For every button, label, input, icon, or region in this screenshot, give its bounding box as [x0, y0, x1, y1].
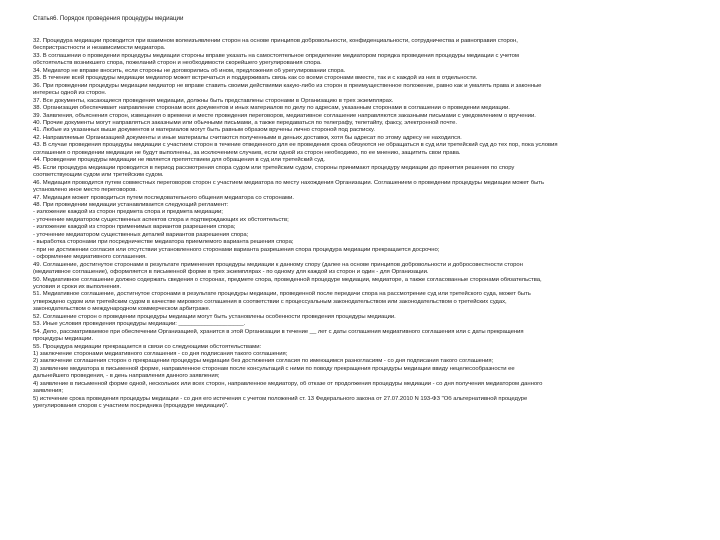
- text-line: урегулирования споров с участием посредника (процедуре медиации)".: [33, 403, 229, 410]
- text-line: 54. Дело, рассматриваемое при обеспечении Организацией, хранится в этой Организации в течение __ лет с даты соглашения медиативного соглашения или с даты прекращения: [33, 328, 524, 335]
- text-line: 44. Проведение процедуры медиации не является препятствием для обращения в суд или третейский суд.: [33, 157, 326, 164]
- text-line: 45. Если процедура медиации проводится в период рассмотрения спора судом или третейским судом, стороны принимают процедуру медиации до принятия решения по спору: [33, 164, 515, 171]
- text-line: утверждено судом или третейским судом в качестве мирового соглашения в соответствии с процессуальным законодательством или законодательством о третейских судах,: [33, 298, 507, 305]
- text-line: - при не достижении согласия или отсутствии установленного сторонами варианта разрешения спора процедура медиации прекращается досрочно;: [33, 246, 440, 253]
- text-line: 36. При проведении процедуры медиации медиатор не вправе ставить своими действиями какую-либо из сторон в преимущественное положение, равно как и умалять права и законные: [33, 82, 542, 89]
- article-body: [33, 38, 690, 411]
- text-line: условия и сроки их выполнения.: [33, 283, 122, 290]
- text-line: 32. Процедура медиации проводится при взаимном волеизъявлении сторон на основе принципов добровольности, конфиденциальности, сотрудничества и равноправия сторон,: [33, 38, 518, 44]
- text-line: заявления;: [33, 388, 64, 395]
- text-line: 55. Процедура медиации прекращается в связи со следующими обстоятельствами:: [33, 343, 262, 350]
- text-line: 35. В течение всей процедуры медиации медиатор может встречаться и поддерживать связь как со всеми сторонами вместе, так и с каждой из них в отдельности.: [33, 75, 478, 82]
- text-line: 50. Медиативное соглашение должно содержать сведения о сторонах, предмете спора, проведенной процедуре медиации, медиаторе, а также согласованные сторонами обязательства,: [33, 276, 542, 283]
- text-line: 40. Прочие документы могут направляться заказными или обычными письмами, а также передаваться по телеграфу, телетайпу, факсу, электронной почте.: [33, 119, 457, 126]
- text-line: 47. Медиация может проводиться путем последовательного общения медиатора со сторонами.: [33, 194, 294, 201]
- text-line: процедуры медиации.: [33, 336, 94, 343]
- text-line: 41. Любые из указанных выше документов и материалов могут быть равным образом вручены лично стороной под расписку.: [33, 127, 375, 134]
- text-line: - оформление медиативного соглашения.: [33, 254, 147, 261]
- text-line: интересы одной из сторон.: [33, 90, 107, 97]
- text-line: 52. Соглашение сторон о проведении процедуры медиации могут быть установлены особенности проведения процедуры медиации.: [33, 313, 396, 320]
- text-line: 49. Соглашение, достигнутое сторонами в результате применения процедуры медиации к данному спору (далее на основе принципов добровольности и добросовестности сторон: [33, 261, 523, 268]
- text-line: 37. Все документы, касающиеся проведения медиации, должны быть представлены сторонами в Организацию в трех экземплярах.: [33, 97, 394, 104]
- text-line: 39. Заявления, объяснения сторон, извещения о времени и месте проведения переговоров, медиативное соглашение направляются заказными письмами с уведомлением о вручении.: [33, 112, 536, 119]
- text-line: 51. Медиативное соглашение, достигнутое сторонами в результате процедуры медиации, проведенной после передачи спора на рассмотрение суд или третейского суда, может быть: [33, 291, 531, 298]
- text-line: 3) заявление медиатора в письменной форме, направленное сторонам после консультаций с ними по поводу прекращения процедуры медиации ввиду нецелесообразности ее: [33, 365, 515, 372]
- text-line: 2) заключение соглашения сторон о прекращении процедуры медиации без достижения согласия по имеющимся разногласиям - со дня подписания такого соглашения;: [33, 358, 494, 365]
- text-line: 1) заключение сторонами медиативного соглашения - со дня подписания такого соглашения;: [33, 351, 288, 358]
- text-line: 38. Организация обеспечивает направление сторонам всех документов и иных материалов по делу по адресам, указанным сторонами в соглашении о проведении медиации.: [33, 105, 510, 112]
- text-line: соответствующим судом или третейским судом.: [33, 172, 164, 179]
- text-line: - изложение каждой из сторон применимых вариантов разрешения спора;: [33, 224, 236, 231]
- article-title: Статья6. Порядок проведения процедуры медиации: [33, 15, 184, 22]
- text-line: 46. Медиация проводится путем совместных переговоров сторон с участием медиатора по месту нахождения Организации. Соглашением о проведении процедуры медиации может быть: [33, 179, 545, 186]
- text-line: 43. В случае проведения процедуры медиации с участием сторон в течение отведенного для ее проведения срока обязуются не обращаться в суд или третейский суд до тех пор, пока условия: [33, 142, 558, 149]
- text-line: - уточнение медиатором существенных аспектов спора и подтверждающих их обстоятельств;: [33, 216, 289, 223]
- text-line: соглашения о проведении медиации не будут выполнены, за исключением случаев, если одной из сторон необходимо, по ее мнению, защитить свои права.: [33, 149, 461, 156]
- text-line: 48. При проведении медиации устанавливается следующий регламент:: [33, 201, 229, 208]
- text-line: 42. Направляемые Организацией документы и иные материалы считаются полученными в деньих доставки, хотя бы адресат по этому адресу не находился.: [33, 134, 462, 141]
- text-line: дальнейшего проведения, - в день направления данного заявления;: [33, 373, 220, 380]
- text-line: беспристрастности и независимости медиатора.: [33, 45, 166, 52]
- text-line: законодательством о международном коммерческом арбитраже.: [33, 306, 211, 313]
- text-line: - выработка сторонами при посредничестве медиатора приемлемого варианта решения спора;: [33, 239, 294, 246]
- text-line: 53. Иные условия проведения процедуры медиации: ____________________.: [33, 321, 246, 328]
- text-line: установлено иное место переговоров.: [33, 187, 137, 194]
- text-line: 5) истечение срока проведения процедуры медиации - со дня его истечения с учетом положений ст. 13 Федерального закона от 27.07.2010 N 193-ФЗ "Об альтернативной процедуре: [33, 395, 528, 402]
- text-line: 4) заявление в письменной форме одной, нескольких или всех сторон, направленное медиатору, об отказе от продолжения процедуры медиации - со дня получения медиатором данного: [33, 380, 543, 387]
- text-line: 33. В соглашении о проведении процедуры медиации стороны вправе указать на самостоятельное определение медиатором порядка проведения процедуры медиации с учетом: [33, 52, 519, 59]
- text-line: - изложение каждой из сторон предмета спора и предмета медиации;: [33, 209, 223, 216]
- text-line: (медиативное соглашение), оформляется в письменной форме в трех экземплярах - по одному для каждой из сторон и один - для Организации.: [33, 269, 429, 276]
- text-line: обстоятельств возникшего спора, пожеланий сторон и необходимости скорейшего урегулирования спора.: [33, 60, 322, 67]
- text-line: - уточнение медиатором существенных деталей вариантов разрешения спора;: [33, 231, 249, 238]
- text-line: 34. Медиатор не вправе вносить, если стороны не договорились об ином, предложения об урегулировании спора.: [33, 67, 346, 74]
